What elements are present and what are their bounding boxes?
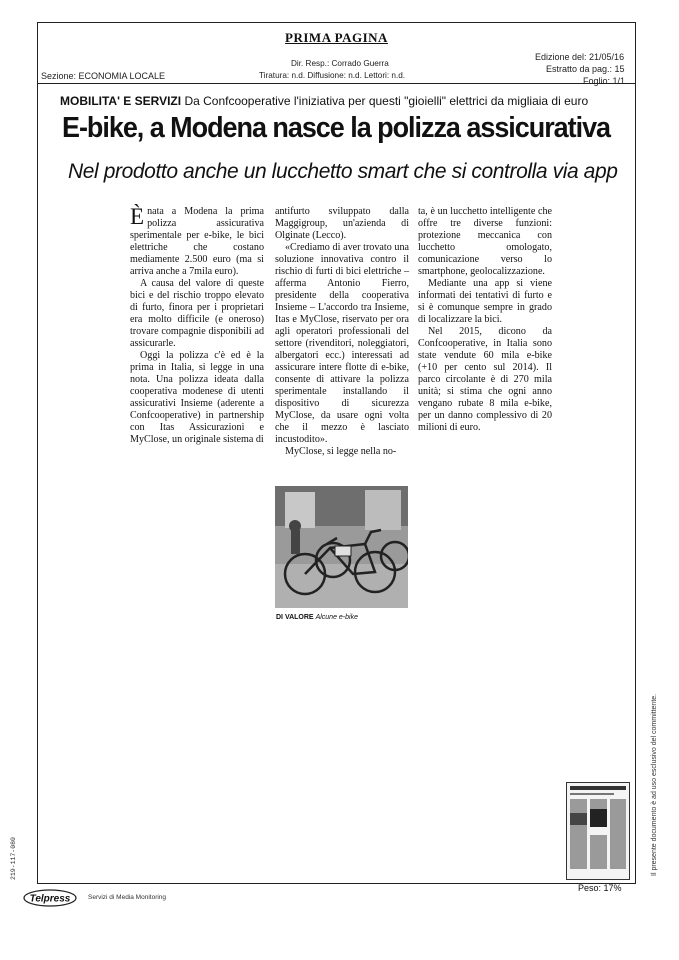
paragraph: Oggi la polizza c'è ed è la prima in Italia, si legge in una nota. Una polizza ideata dalla cooperativa modenese di utenti assicurativi Insieme (aderente a Confcooperative) in partnership con Itas Assicurazioni e MyClose, un originale sistema di	[130, 350, 264, 445]
header-divider	[37, 83, 636, 84]
paragraph: ta, è un lucchetto intelligente che offre tre diverse funzioni: protezione meccanica con lucchetto omologato, comunicazione verso lo smartphone, geolocalizzazione.	[418, 206, 552, 277]
kicker	[60, 94, 588, 108]
paragraph: «Crediamo di aver trovato una soluzione innovativa contro il rischio di furti di bici elettriche – afferma Antonio Fierro, presidente della cooperativa Insieme – L'accordo tra Insieme, Itas e MyClose, riservato per ora agli operatori professionali del settore (rivenditori, noleggiatori, albergatori ecc.) interessati ad assicurare intere flotte di e-bike, consente di attivare la polizza sperimentale installando il dispositivo di sicurezza MyClose, da usare ogni volta che il mezzo è lasciato incustodito».	[275, 242, 409, 445]
page-thumbnail	[566, 782, 630, 880]
paragraph: Ènata a Modena la prima polizza assicurativa sperimentale per e-bike, le bici elettriche che costano mediamente 2.500 euro (ma si arriva anche a 7mila euro).	[130, 204, 264, 277]
svg-text:Telpress: Telpress	[29, 893, 71, 905]
usage-notice: Il presente documento è ad uso esclusivo del committente.	[651, 693, 658, 876]
drop-cap: È	[130, 204, 145, 229]
photo-caption: DI VALORE Alcune e-bike	[276, 614, 358, 621]
headline: E-bike, a Modena nasce la polizza assicurativa	[62, 112, 611, 144]
ebike-photo	[275, 486, 408, 608]
masthead: PRIMA PAGINA	[285, 30, 388, 45]
paragraph: Mediante una app si viene informati dei tentativi di furto e si è comunque sempre in grado di localizzare la bici.	[418, 278, 552, 325]
director-line: Dir. Resp.: Corrado Guerra	[291, 59, 389, 68]
article-column-1	[130, 206, 264, 446]
paragraph: MyClose, si legge nella no-	[285, 446, 397, 457]
kicker-text: Da Confcooperative l'iniziativa per questi "gioielli" elettrici da migliaia di euro	[184, 94, 589, 108]
footer-services: Servizi di Media Monitoring	[88, 894, 167, 901]
telpress-logo	[23, 889, 77, 907]
page-extract: Estratto da pag.: 15	[546, 64, 625, 74]
paragraph: antifurto sviluppato dalla Maggigroup, un'azienda di Olginate (Lecco).	[275, 206, 409, 241]
paragraph: Nel 2015, dicono da Confcooperative, in Italia sono state vendute 60 mila e-bike (+10 per cento sul 2014). Il parco circolante è di 270 mila unità; si stima che ogni anno vengano rubate 8 mila e-bike, per un danno complessivo di 20 milioni di euro.	[418, 326, 552, 433]
document-code: 219-117-080	[10, 837, 17, 880]
sheet-number: Foglio: 1/1	[583, 76, 626, 86]
article-column-3	[418, 206, 552, 434]
weight-label: Peso: 17%	[578, 883, 622, 893]
paragraph: A causa del valore di queste bici e del rischio troppo elevato di furto, finora per i proprietari era molto difficile (e oneroso) trovare compagnie disponibili ad assicurarle.	[130, 278, 264, 349]
section-label: Sezione: ECONOMIA LOCALE	[41, 71, 166, 81]
circulation-stats: Tiratura: n.d. Diffusione: n.d. Lettori: n.d.	[259, 71, 406, 80]
article-column-2	[275, 206, 409, 458]
kicker-category: MOBILITA' E SERVIZI	[60, 94, 182, 108]
edition-date: Edizione del: 21/05/16	[535, 52, 625, 62]
subheadline: Nel prodotto anche un lucchetto smart che si controlla via app	[68, 160, 618, 183]
